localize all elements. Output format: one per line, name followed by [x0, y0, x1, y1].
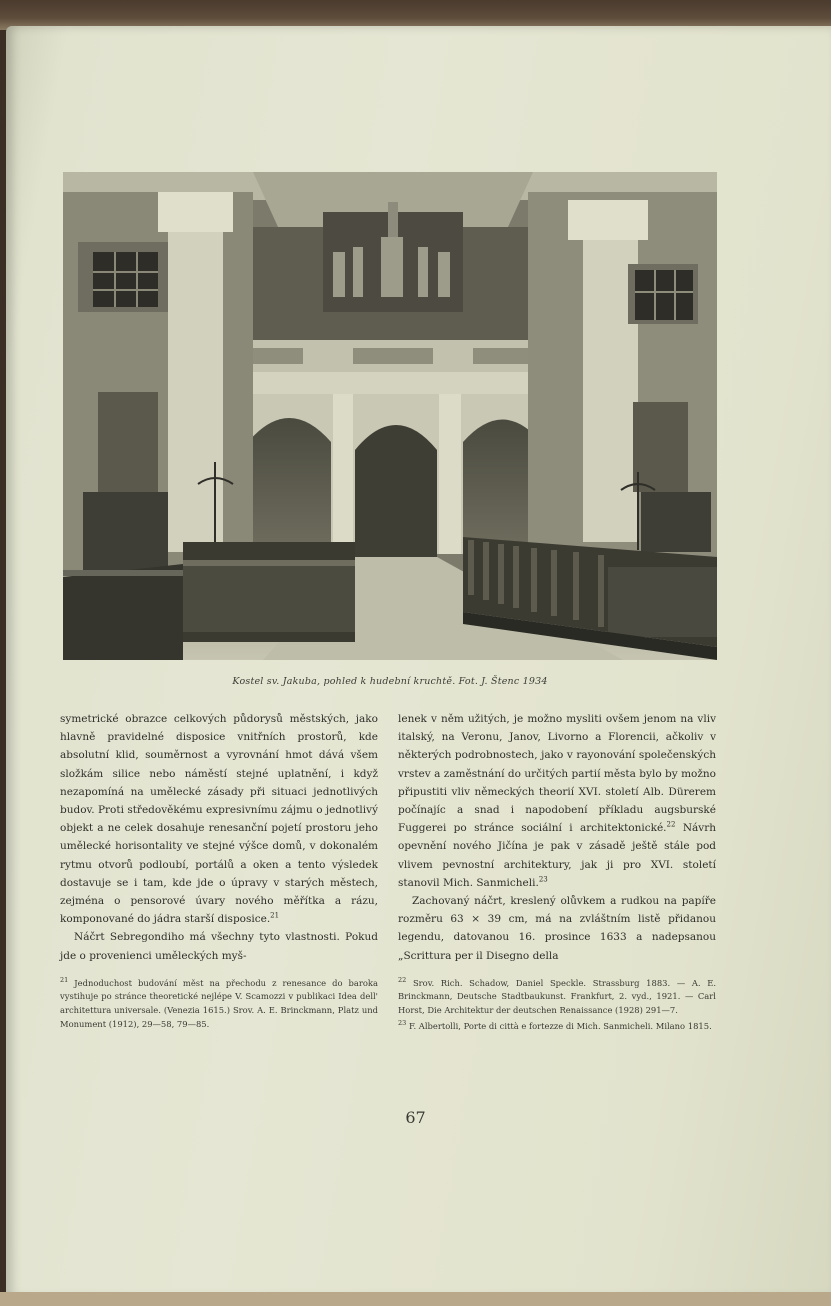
footnote-text: F. Albertolli, Porte di città e fortezze di Mich. Sanmicheli. Milano 1815. — [408, 1020, 712, 1031]
footnote-ref-23: 23 — [538, 875, 548, 884]
footnote-ref-22: 22 — [666, 820, 676, 829]
footnote-23 — [398, 1020, 716, 1034]
church-interior-photo — [63, 172, 717, 660]
right-paragraph-2: Zachovaný náčrt, kreslený olůvkem a rudkou na papíře rozměru 63 × 39 cm, má na zvláštním listě přidanou legendu, datovanou 16. prosince 1633 a nadepsanou „Scrittura per il Disegno della — [398, 895, 716, 962]
right-paragraph-1-continued: Návrh opevnění nového Jičína je pak v zásadě ještě stále pod vlivem pevnostní architektury, jak ji pro XVI. století stanovil Mich. Sanmicheli. — [398, 822, 716, 889]
footnote-22 — [398, 977, 716, 1018]
left-paragraph-1 — [60, 710, 378, 928]
right-paragraph-1 — [398, 710, 716, 892]
photo-caption: Kostel sv. Jakuba, pohled k hudební kruchtě. Fot. J. Štenc 1934 — [232, 676, 548, 687]
footnote-marker: 22 — [398, 976, 407, 985]
left-paragraph-2: Náčrt Sebregondiho má všechny tyto vlastnosti. Pokud jde o provenienci uměleckých myš- — [60, 931, 378, 962]
footnote-text: Jednoduchost budování měst na přechodu z renesance do baroka vystihuje po stránce theoretické nejlépe V. Scamozzi v publikaci Idea dell' architettura universale. (Venezia 1615.) Srov. A. E. Brinckmann, Platz und Monument (1912), 29—58, 79—85. — [60, 977, 379, 1029]
book-bottom-edge — [0, 1292, 831, 1306]
left-paragraph-1-text: symetrické obrazce celkových půdorysů městských, jako hlavně pravidelné disposice vnitřních prostorů, kde absolutní klid, souměrnost a vyrovnání hmot dává všem složkám silice nebo náměstí stejné uplatnění, i když nezapomíná na umělecké zásady při situaci jednotlivých budov. Proti středověkému expresivnímu zájmu o jednotlivý objekt a ne celek dosahuje renesanční pojetí prostoru jeho umělecké horisontality ve stejné výšce domů, v dokonalém rytmu otvorů podloubí, portálů a oken a tento výsledek dostavuje se i tam, kde jde o úpravy v starých městech, zejména o pensorové úvary nového měřítka a rázu, komponované do jádra starší disposice. — [60, 713, 378, 926]
right-text-column — [398, 710, 716, 1035]
right-paragraph-1-text: lenek v něm užitých, je možno mysliti ovšem jenom na vliv italský, na Veronu, Janov, Livorno a Florencii, ačkoliv v některých podrobnostech, jako v rayonování společenských vrstev a zaměstnání do určitých partií města bylo by možno připustiti vliv německých theorií XVI. století Alb. Dürerem počínajíc a snad i napodobení příkladu augsburské Fuggerei po stránce sociální i architektonické. — [398, 713, 716, 835]
footnote-ref-21: 21 — [270, 911, 280, 920]
left-text-column — [60, 710, 378, 1033]
left-footnotes — [60, 977, 378, 1031]
footnote-marker: 23 — [398, 1018, 407, 1027]
page-number: 67 — [405, 1108, 426, 1127]
footnote-marker: 21 — [60, 976, 69, 985]
church-interior-image — [63, 172, 717, 660]
footnote-text: Srov. Rich. Schadow, Daniel Speckle. Strassburg 1883. — A. E. Brinckmann, Deutsche Stadtbaukunst. Frankfurt, 2. vyd., 1921. — Carl Horst, Die Architektur der deutschen Renaissance (1928) 291—7. — [398, 977, 716, 1016]
right-footnotes — [398, 977, 716, 1033]
footnote-21 — [60, 977, 378, 1031]
